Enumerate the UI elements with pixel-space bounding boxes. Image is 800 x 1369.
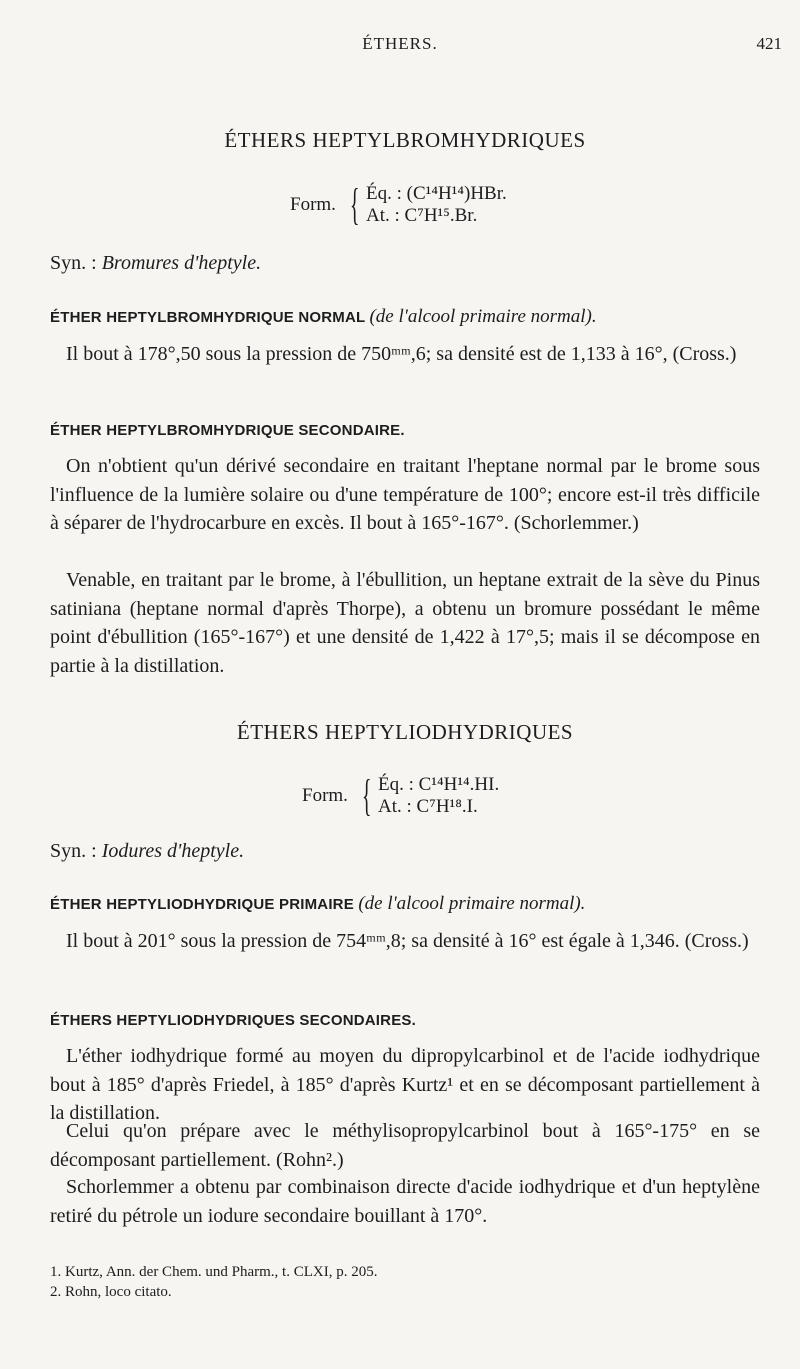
footnote-1: 1. Kurtz, Ann. der Chem. und Pharm., t. CLXI, p. 205.: [50, 1264, 378, 1280]
synonym-prefix: Syn. :: [50, 252, 102, 274]
section-title-iodides: ÉTHERS HEPTYLIODHYDRIQUES: [236, 720, 574, 744]
heading-note: (de l'alcool primaire normal).: [358, 893, 586, 914]
section-title-bromides: ÉTHERS HEPTYLBROMHYDRIQUES: [224, 128, 586, 152]
heading-secondary-iodides: ÉTHERS HEPTYLIODHYDRIQUES SECONDAIRES.: [50, 1012, 416, 1029]
paragraph-secondary-bromide-1: On n'obtient qu'un dérivé secondaire en traitant l'heptane normal par le brome sous l'influence de la lumière solaire ou d'une température de 100°; encore est-il très difficile à séparer de l'hydrocarbure en excès. Il bout à 165°-167°. (Schorlemmer.): [50, 455, 760, 534]
brace-symbol: {: [362, 771, 372, 820]
formula-label: Form.: [302, 785, 348, 806]
synonym-iodides: [50, 840, 760, 863]
synonym-name: Iodures d'heptyle.: [101, 840, 245, 862]
formula-equivalent: Éq. : (C¹⁴H¹⁴)HBr.: [366, 183, 507, 204]
synonym-prefix: Syn. :: [50, 840, 102, 862]
synonym-bromides: [50, 252, 760, 275]
formula-label: Form.: [290, 194, 336, 215]
brace-symbol: {: [350, 180, 360, 229]
paragraph-secondary-iodides-1: L'éther iodhydrique formé au moyen du dipropylcarbinol et de l'acide iodhydrique bout à 185° d'après Friedel, à 185° d'après Kurtz¹ et en se décomposant partiellement à la distillation.: [50, 1045, 760, 1124]
paragraph-secondary-iodides-3: Schorlemmer a obtenu par combinaison directe d'acide iodhydrique et d'un heptylène retiré du pétrole un iodure secondaire bouillant à 170°.: [50, 1176, 760, 1227]
heading-note: (de l'alcool primaire normal).: [369, 306, 597, 327]
paragraph-primary-iodide: Il bout à 201° sous la pression de 754ᵐᵐ,8; sa densité à 16° est égale à 1,346. (Cross.): [66, 930, 749, 952]
running-title: ÉTHERS.: [362, 34, 438, 53]
paragraph-normal-bromide: Il bout à 178°,50 sous la pression de 750ᵐᵐ,6; sa densité est de 1,133 à 16°, (Cross.): [66, 343, 737, 365]
heading-text: ÉTHER HEPTYLBROMHYDRIQUE NORMAL: [50, 309, 366, 326]
formula-atomic: At. : C⁷H¹⁸.I.: [378, 796, 478, 817]
formula-atomic: At. : C⁷H¹⁵.Br.: [366, 205, 478, 226]
footnotes: [50, 1262, 760, 1302]
synonym-name: Bromures d'heptyle.: [101, 252, 262, 274]
running-header: [0, 34, 800, 58]
page-number: 421: [756, 34, 782, 53]
paragraph-secondary-bromide-2: Venable, en traitant par le brome, à l'ébullition, un heptane extrait de la sève du Pinus satiniana (heptane normal d'après Thorpe), a obtenu un bromure possédant le même point d'ébullition (165°-167°) et une densité de 1,422 à 17°,5; mais il se décompose en partie à la distillation.: [50, 569, 760, 677]
heading-text: ÉTHER HEPTYLIODHYDRIQUE PRIMAIRE: [50, 896, 354, 913]
heading-primary-iodide: [50, 893, 760, 915]
formula-equivalent: Éq. : C¹⁴H¹⁴.HI.: [378, 774, 500, 795]
heading-secondary-bromide: ÉTHER HEPTYLBROMHYDRIQUE SECONDAIRE.: [50, 422, 405, 439]
footnote-2: 2. Rohn, loco citato.: [50, 1284, 172, 1300]
heading-normal-bromide: [50, 306, 760, 328]
paragraph-secondary-iodides-2: Celui qu'on prépare avec le méthylisopropylcarbinol bout à 165°-175° en se décomposant partiellement. (Rohn².): [50, 1120, 760, 1171]
